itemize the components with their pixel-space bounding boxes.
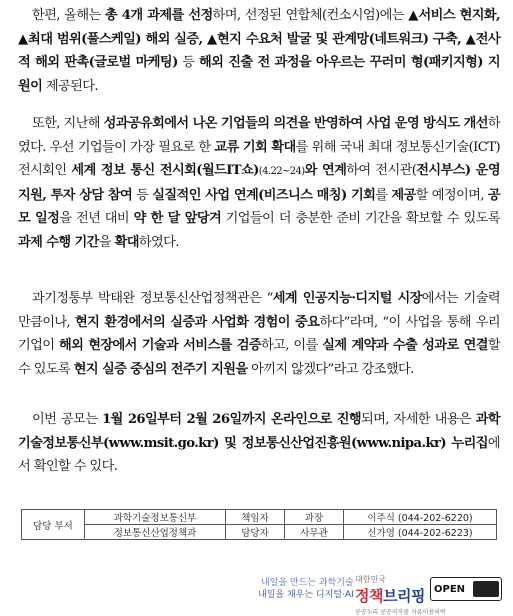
text: 등	[177, 55, 199, 70]
bold-text: 총 4개 과제를 선정	[104, 8, 213, 23]
text: 등	[132, 187, 153, 203]
text: 아끼지 않겠다”라고 강조했다.	[247, 361, 414, 377]
footer	[0, 565, 513, 616]
bold-text: 현지 환경에서의 실증과 사업화 경험이 중요	[74, 314, 320, 330]
text: 되며, 자세한 내용은	[360, 412, 476, 427]
bold-text: 공모 일정	[18, 187, 500, 226]
text: 과기정통부 박태완 정보통신산업정책관은 “	[32, 291, 273, 306]
brand-name	[355, 587, 425, 605]
slogan-line-1: 내일을 만드는 과학기술	[260, 578, 354, 588]
slogan-line-2: 내일을 채우는 디지털·AI	[258, 590, 354, 600]
text: 하며, 선정된 연합체(컨소시엄)에는	[212, 8, 409, 23]
license-icon	[473, 581, 499, 597]
staff-label: 담당자	[226, 525, 285, 540]
resp-label: 책임자	[226, 510, 285, 525]
contact-table	[21, 509, 497, 540]
bold-text: 교류 기회 확대	[214, 139, 296, 155]
bold-text: 해외 진출 전 과정을 아우르는 꾸러미 형(패키지형) 지원이	[18, 55, 500, 94]
brand-name-a: 정책	[355, 587, 383, 605]
paragraph-application-info	[18, 408, 500, 479]
text: 또한, 지난해	[32, 116, 104, 131]
open-label: OPEN	[434, 583, 466, 595]
paragraph-operation-improvements	[18, 112, 500, 254]
bold-text: 해외 현장에서 기술과 서비스를 검증	[59, 338, 261, 353]
text: 하여 전시관(	[346, 163, 417, 178]
text: 하였다. 우선 기업들이 가장 필요로 한	[18, 116, 500, 155]
text: 를	[375, 187, 392, 203]
dept-label: 담당 부서	[22, 510, 85, 540]
title-2: 사무관	[285, 525, 344, 540]
bold-text: 약 한 달 앞당겨	[133, 211, 222, 226]
bold-text: 과제 수행 기간	[18, 234, 99, 250]
bold-text: 확대	[114, 234, 139, 250]
bold-text: ▲서비스 현지화, ▲최대 범위(풀스케일) 해외 실증, ▲현지 수요처 발굴 및 관계망(네트워크) 구축, ▲전사적 해외 판촉(글로벌 마케팅)	[18, 8, 501, 70]
dept-ministry: 과학기술정보통신부	[85, 510, 226, 525]
text: 할 예정이며,	[415, 187, 488, 203]
text: 할 수 있도록	[18, 338, 500, 377]
bold-text: 현지 실증 중심의 전주기 지원을	[73, 361, 248, 377]
text: 하다”라며, “이 사업을 통해 우리 기업이	[18, 314, 500, 353]
paragraph-official-quote	[18, 287, 500, 381]
bold-text: 제공	[391, 187, 416, 203]
text: 하고, 이를	[260, 338, 323, 353]
bold-text: 성과공유회에서 나온 기업들의 의견을 반영하여 사업 운영 방식도 개선	[103, 116, 488, 131]
text: 에서는 기술력만큼이나,	[18, 291, 500, 330]
person-1: 이주식 (044-202-6220)	[344, 510, 497, 525]
text: 하였다.	[138, 234, 179, 250]
text: 한편, 올해는	[32, 8, 105, 23]
text: 을	[98, 234, 115, 250]
bold-text: 세계 인공지능·디지털 시장	[272, 291, 422, 306]
ministry-slogan	[258, 577, 354, 601]
bold-text: 1월 26일부터 2월 26일까지 온라인으로 진행	[102, 412, 361, 427]
text: 제공된다.	[42, 78, 99, 94]
open-license-badge	[430, 577, 502, 601]
bold-text: 전시부스) 운영 지원, 투자 상담 참여	[18, 163, 500, 203]
text: 에서 확인할 수 있다.	[18, 435, 500, 474]
bold-text: 실제 계약과 수출 성과로 연결	[322, 338, 488, 353]
bold-text: 과학기술정보통신부(www.msit.go.kr) 및 정보통신산업진흥원(www.nipa.kr) 누리집	[18, 412, 500, 451]
brand-tagline: 공공누리 공공저작물 자유이용허락	[355, 609, 446, 616]
text: 기업들이 더 충분한 준비 기간을 확보할 수 있도록	[221, 211, 500, 226]
bold-text: 와 연계	[304, 163, 347, 178]
brand-country: 대한민국	[355, 575, 386, 584]
text: 을 전년 대비	[59, 211, 134, 226]
bold-text: 세계 정보 통신 전시회(월드IT쇼)	[71, 163, 259, 178]
event-dates: (4.22~24)	[258, 166, 305, 177]
brand-name-b: 브리핑	[382, 587, 425, 605]
person-2: 신가영 (044-202-6223)	[344, 525, 497, 540]
text: 이번 공모는	[32, 412, 103, 427]
dept-division: 정보통신산업정책과	[85, 525, 226, 540]
text: 를 위해 국내 최대 정보통신기술(ICT) 전시회인	[18, 139, 501, 178]
title-1: 과장	[285, 510, 344, 525]
bold-text: 실질적인 사업 연계(비즈니스 매칭) 기회	[152, 187, 376, 203]
paragraph-project-selection	[18, 4, 500, 98]
